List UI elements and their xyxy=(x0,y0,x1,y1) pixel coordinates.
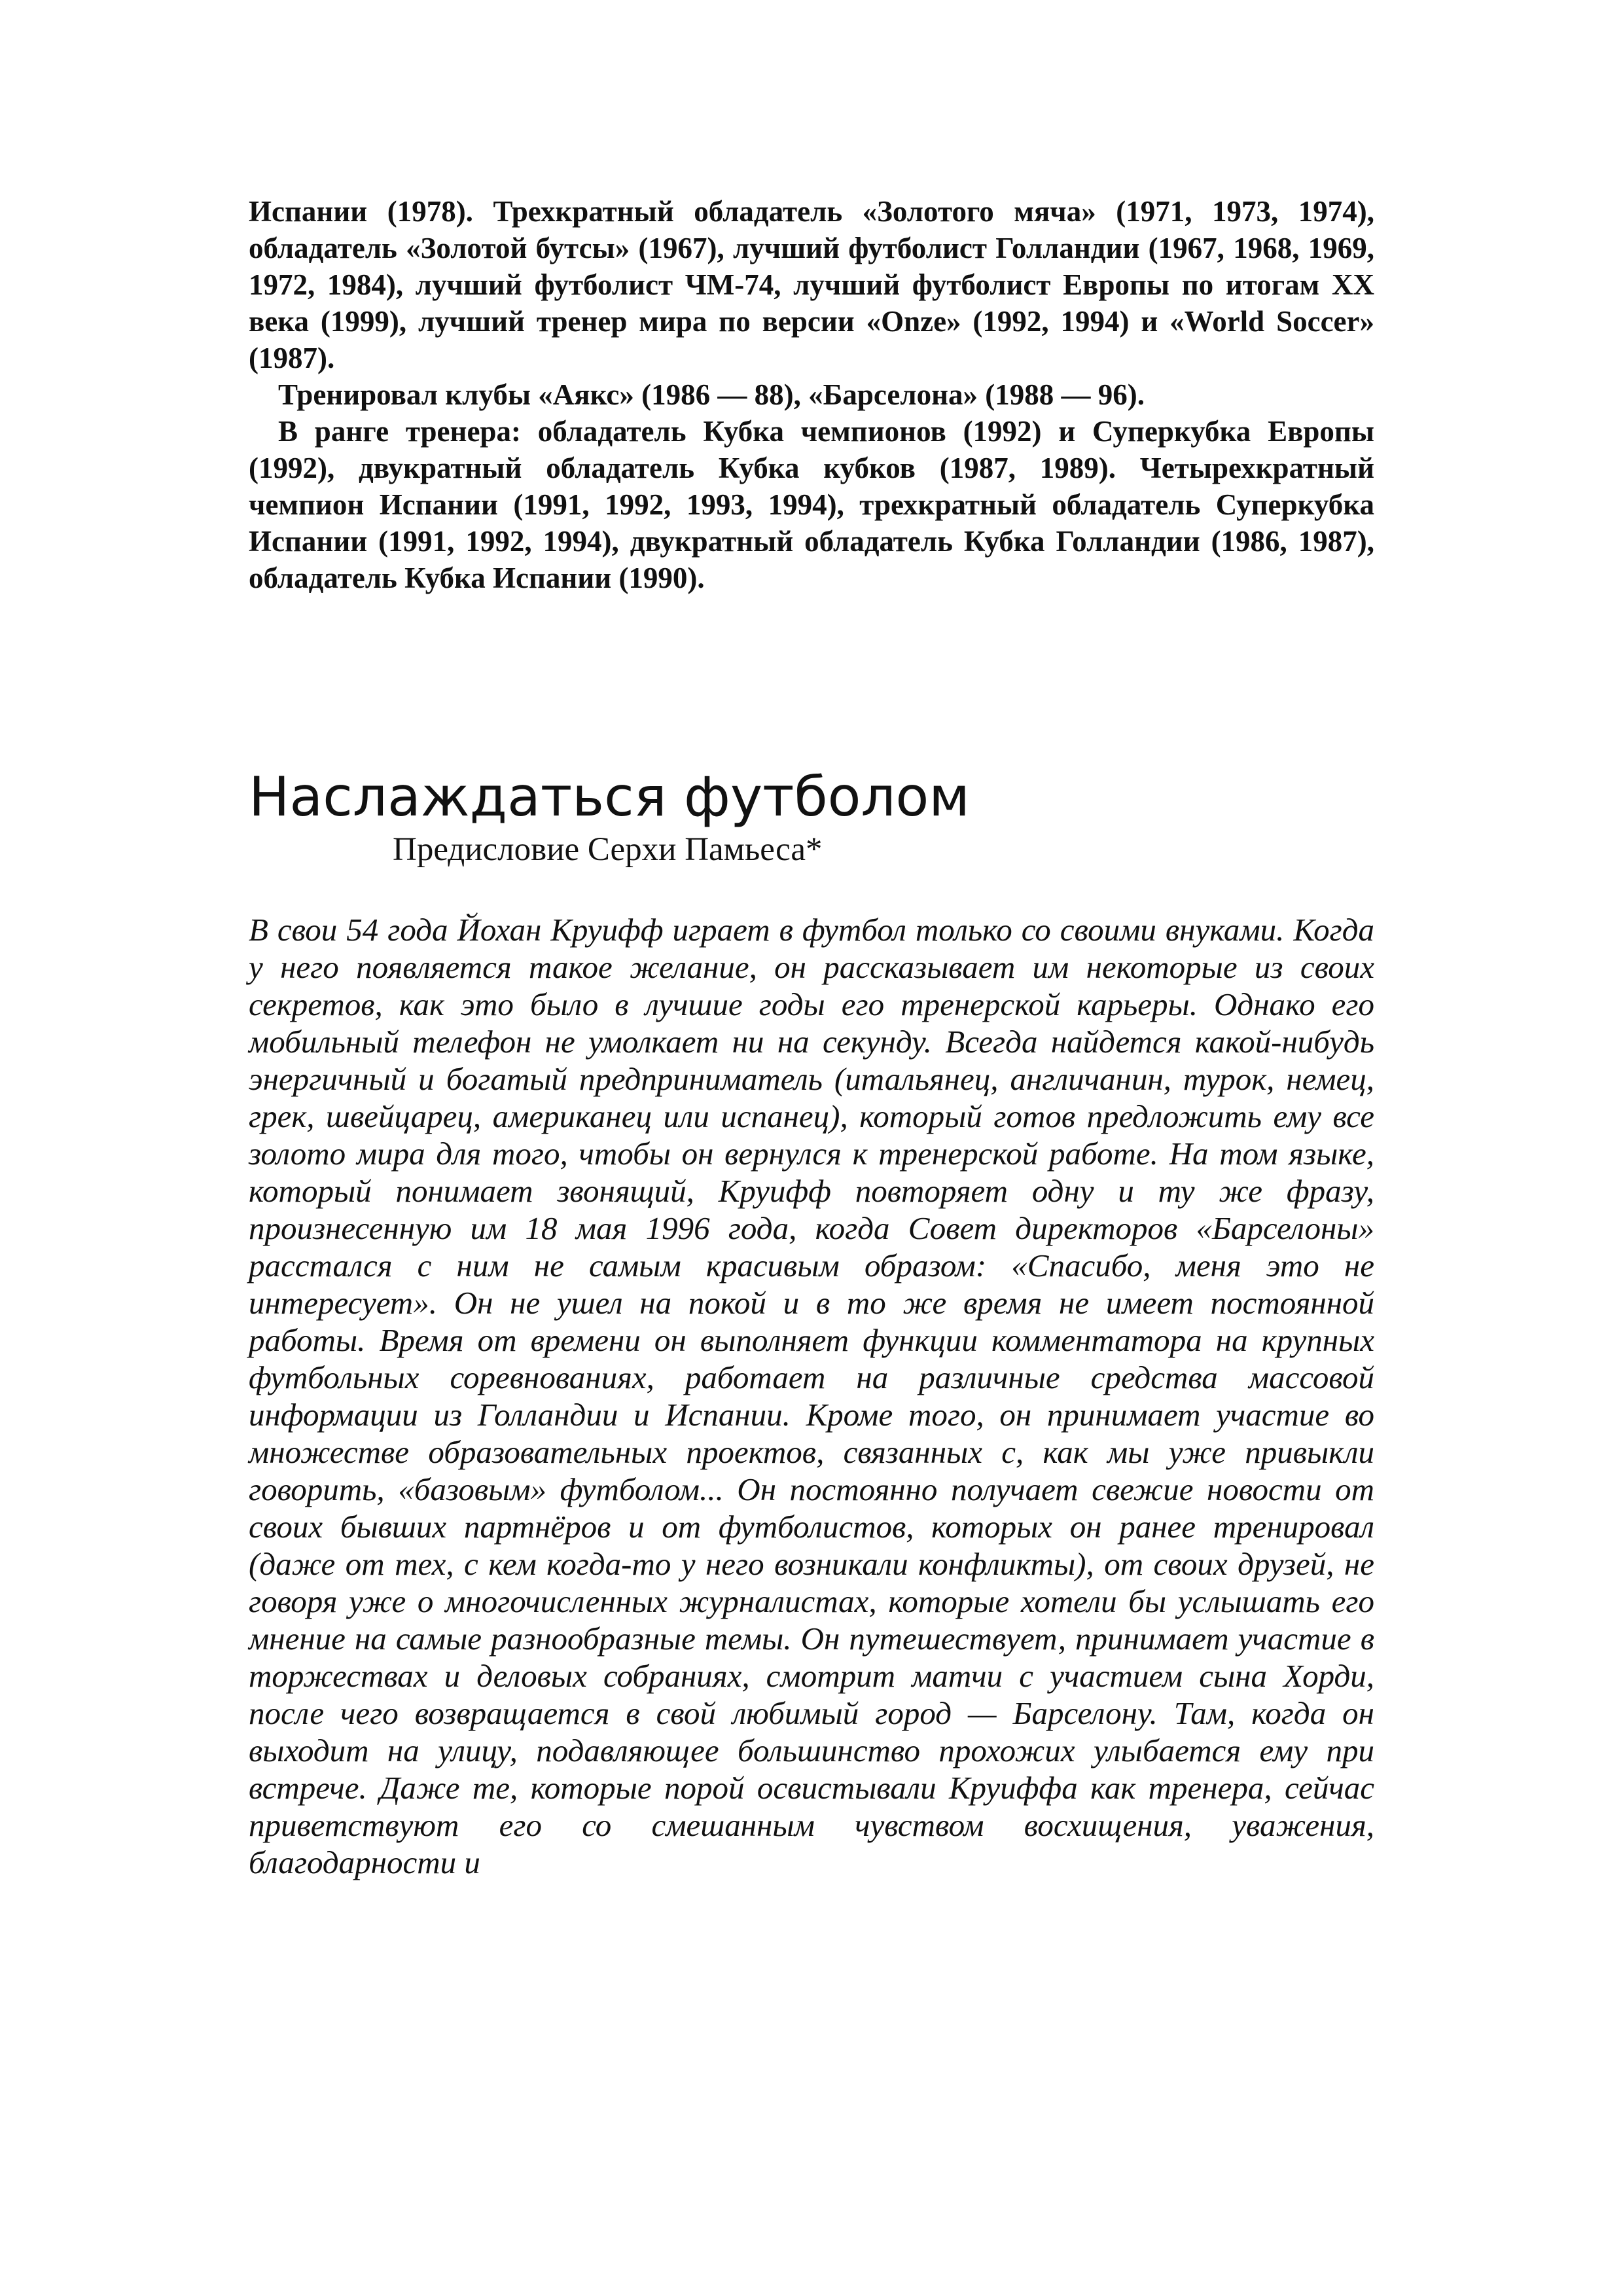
chapter-title: Наслаждаться футболом xyxy=(249,765,970,829)
bio-paragraph-clubs: Тренировал клубы «Аякс» (1986 — 88), «Барселона» (1988 — 96). xyxy=(278,378,1145,411)
preface-paragraph: В свои 54 года Йохан Круифф играет в футбол только со своими внуками. Когда у него появляется такое желание, он рассказывает им некоторые из своих секретов, как это было в лучшие годы его тренерской карьеры. Однако его мобильный телефон не умолкает ни на секунду. Всегда найдется какой-нибудь энергичный и богатый предприниматель (итальянец, англичанин, турок, немец, грек, швейцарец, американец или испанец), который готов предложить ему все золото мира для того, чтобы он вернулся к тренерской работе. На том языке, который понимает звонящий, Круифф повторяет одну и ту же фразу, произнесенную им 18 мая 1996 года, когда Совет директоров «Барселоны» расстался с ним не самым красивым образом: «Спасибо, меня это не интересует». Он не ушел на покой и в то же время не имеет постоянной работы. Время от времени он выполняет функции комментатора на крупных футбольных соревнованиях, работает на различные средства массовой информации из Голландии и Испании. Кроме того, он принимает участие во множестве образовательных проектов, связанных с, как мы уже привыкли говорить, «базовым» футболом... Он постоянно получает свежие новости от своих бывших партнёров и от футболистов, которых он ранее тренировал (даже от тех, с кем когда-то у него возникали конфликты), от своих друзей, не говоря уже о многочисленных журналистах, которые хотели бы услышать его мнение на самые разнообразные темы. Он путешествует, принимает участие в торжествах и деловых собраниях, смотрит матчи с участием сына Хорди, после чего возвращается в свой любимый город — Барселону. Там, когда он выходит на улицу, подавляющее большинство прохожих улыбается ему при встрече. Даже те, которые порой освистывали Круиффа как тренера, сейчас приветствуют его со смешанным чувством восхищения, уважения, благодарности и xyxy=(249,912,1374,1880)
biography-section xyxy=(249,193,1374,596)
chapter-subtitle: Предисловие Серхи Памьеса* xyxy=(393,831,823,868)
bio-paragraph-awards: Испании (1978). Трехкратный обладатель «Золотого мяча» (1971, 1973, 1974), обладатель «Золотой бутсы» (1967), лучший футболист Голландии (1967, 1968, 1969, 1972, 1984), лучший футболист ЧМ-74, лучший футболист Европы по итогам XX века (1999), лучший тренер мира по версии «Onze» (1992, 1994) и «World Soccer» (1987). xyxy=(249,195,1374,374)
preface-section xyxy=(249,911,1374,1881)
bio-paragraph-coaching: В ранге тренера: обладатель Кубка чемпионов (1992) и Суперкубка Европы (1992), двукратный обладатель Кубка кубков (1987, 1989). Четырехкратный чемпион Испании (1991, 1992, 1993, 1994), трехкратный обладатель Суперкубка Испании (1991, 1992, 1994), двукратный обладатель Кубка Голландии (1986, 1987), обладатель Кубка Испании (1990). xyxy=(249,415,1374,594)
